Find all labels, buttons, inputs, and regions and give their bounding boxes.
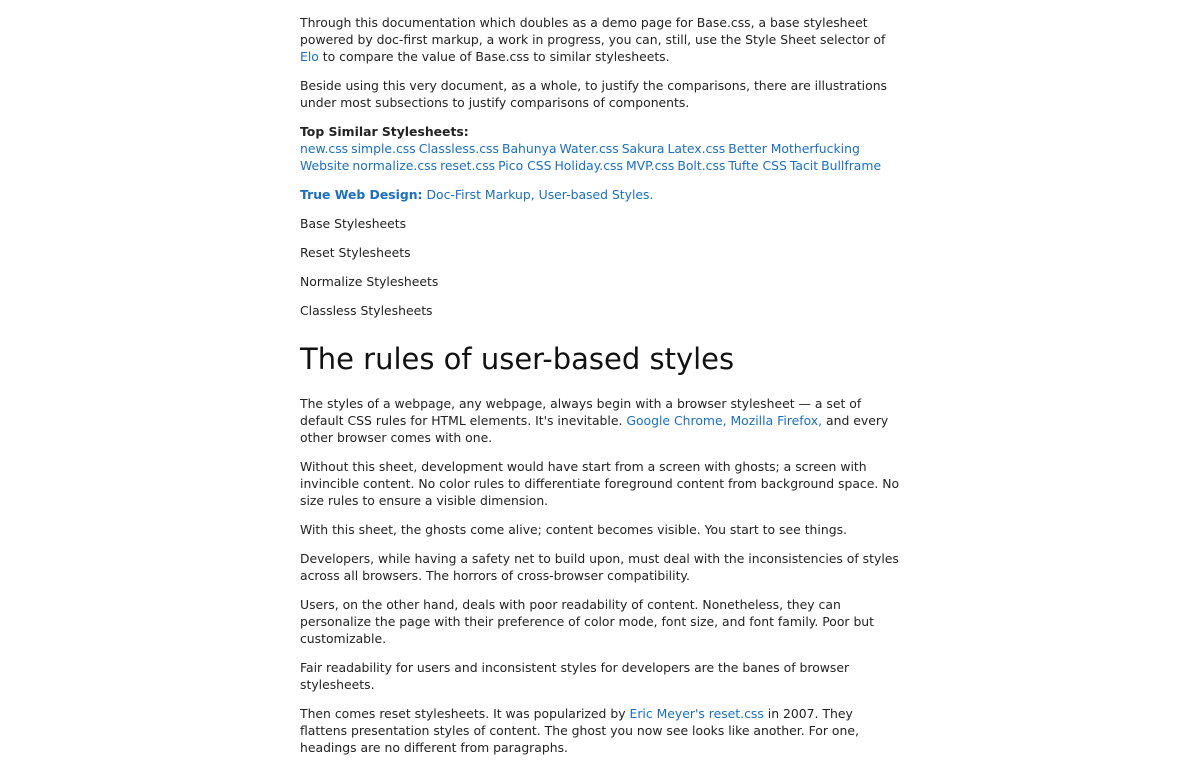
nav-item-reset-stylesheets: Reset Stylesheets: [300, 245, 411, 260]
section-paragraph-1: [300, 395, 900, 446]
true-web-design-link[interactable]: Doc-First Markup, User-based Styles.: [426, 187, 654, 202]
section-p1-end: and every other browser comes with one.: [300, 413, 889, 445]
similar-link-pico-css[interactable]: Pico CSS: [498, 158, 552, 173]
browsers-link[interactable]: Google Chrome, Mozilla Firefox,: [626, 413, 823, 428]
similar-link-mvp-css[interactable]: MVP.css: [625, 158, 675, 173]
section-heading: The rules of user-based styles: [300, 342, 735, 376]
intro-paragraph-2: Beside using this very document, as a whole, to justify the comparisons, there are illustrations under most subsections to justify comparisons of components.: [300, 78, 888, 110]
section-paragraph-2: Without this sheet, development would have start from a screen with ghosts; a screen with invincible content. No color rules to differentiate foreground content from background space. No size rules to ensure a visible dimension.: [300, 459, 900, 508]
nav-item-classless-stylesheets: Classless Stylesheets: [300, 303, 433, 318]
intro-text-end: to compare the value of Base.css to similar stylesheets.: [318, 49, 670, 64]
similar-link-bullframe[interactable]: Bullframe: [821, 158, 882, 173]
section-paragraph-5: Users, on the other hand, deals with poor readability of content. Nonetheless, they can personalize the page with their preference of color mode, font size, and font family. Poor but customizable.: [300, 597, 875, 646]
similar-link-bolt-css[interactable]: Bolt.css: [677, 158, 726, 173]
section-paragraph-6: Fair readability for users and inconsistent styles for developers are the banes of browser stylesheets.: [300, 660, 850, 692]
similar-link-reset-css[interactable]: reset.css: [440, 158, 496, 173]
similar-link-tufte-css[interactable]: Tufte CSS: [728, 158, 787, 173]
section-paragraph-3: With this sheet, the ghosts come alive; content becomes visible. You start to see things.: [300, 522, 847, 537]
similar-stylesheets: [300, 123, 900, 174]
similar-link-water-css[interactable]: Water.css: [559, 141, 619, 156]
similar-link-classless-css[interactable]: Classless.css: [418, 141, 499, 156]
similar-link-latex-css[interactable]: Latex.css: [667, 141, 726, 156]
nav-item-base-stylesheets: Base Stylesheets: [300, 216, 407, 231]
intro-text-start: Through this documentation which doubles as a demo page for Base.css, a base stylesheet powered by doc-first markup, a work in progress, you can, still, use the Style Sheet selector of: [300, 15, 886, 47]
true-web-design-label[interactable]: True Web Design:: [300, 187, 423, 202]
main-content: [300, 14, 900, 768]
similar-link-sakura[interactable]: Sakura: [621, 141, 665, 156]
similar-link-new-css[interactable]: new.css: [300, 141, 349, 156]
nav-item-normalize-stylesheets: Normalize Stylesheets: [300, 274, 439, 289]
similar-link-simple-css[interactable]: simple.css: [351, 141, 416, 156]
section-p1-start: The styles of a webpage, any webpage, always begin with a browser stylesheet — a set of default CSS rules for HTML elements. It's inevitable.: [300, 396, 862, 428]
section-paragraph-7: [300, 705, 900, 756]
true-web-design: [300, 186, 900, 203]
similar-link-bahunya[interactable]: Bahunya: [501, 141, 557, 156]
intro-paragraph-1: [300, 14, 900, 65]
eric-meyer-reset-link[interactable]: Eric Meyer's reset.css: [629, 706, 764, 721]
section-paragraph-4: Developers, while having a safety net to build upon, must deal with the inconsistencies of styles across all browsers. The horrors of cross-browser compatibility.: [300, 551, 899, 583]
similar-link-better-motherfucking-website[interactable]: Better Motherfucking Website: [300, 141, 860, 173]
section-p7-start: Then comes reset stylesheets. It was popularized by: [300, 706, 630, 721]
section-p7-end: in 2007. They flattens presentation styles of content. The ghost you now see looks like another. For one, headings are no different from paragraphs.: [300, 706, 859, 755]
similar-stylesheets-label: Top Similar Stylesheets:: [300, 124, 469, 139]
similar-link-tacit[interactable]: Tacit: [789, 158, 819, 173]
similar-link-normalize-css[interactable]: normalize.css: [352, 158, 438, 173]
elo-link[interactable]: Elo: [300, 49, 319, 64]
similar-link-holiday-css[interactable]: Holiday.css: [554, 158, 623, 173]
